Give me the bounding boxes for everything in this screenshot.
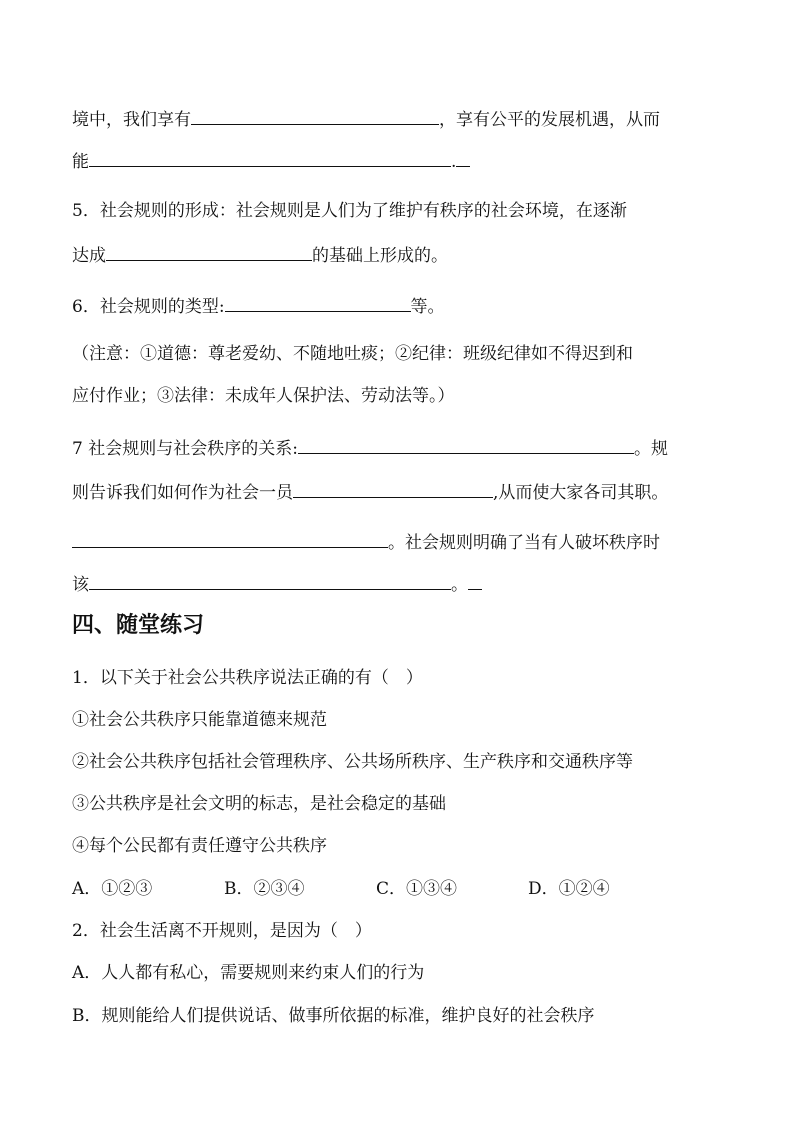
text-segment: 等。: [410, 297, 445, 317]
text-segment: 的基础上形成的。: [312, 246, 448, 266]
text-segment: 。: [451, 575, 468, 595]
text-line: [72, 106, 660, 131]
fill-blank: [89, 148, 451, 167]
statement-2: ②社会公共秩序包括社会管理秩序、公共场所秩序、生产秩序和交通秩序等: [72, 752, 633, 772]
text-line: [72, 293, 445, 318]
text-segment: 6．社会规则的类型:: [72, 297, 225, 317]
option-d: D．①②④: [528, 879, 610, 899]
statement-4: ④每个公民都有责任遵守公共秩序: [72, 836, 327, 856]
fill-blank: [191, 106, 439, 125]
text-segment: 则告诉我们如何作为社会一员: [72, 483, 293, 503]
question-2: 2．社会生活离不开规则，是因为（ ）: [72, 921, 372, 941]
text-segment: 应付作业；③法律：未成年人保护法、劳动法等。）: [72, 386, 455, 406]
option-b: B．②③④: [224, 879, 305, 899]
option-a: A．①②③: [72, 879, 153, 899]
text-segment: 能: [72, 152, 89, 172]
text-segment: 该: [72, 575, 89, 595]
text-segment: 境中，我们享有: [72, 110, 191, 130]
fill-blank: [106, 242, 312, 261]
text-segment: ，享有公平的发展机遇，从而: [439, 110, 660, 130]
fill-blank: [72, 529, 388, 548]
text-line: [72, 200, 627, 222]
text-line: [72, 479, 668, 504]
question-1: 1．以下关于社会公共秩序说法正确的有（ ）: [72, 668, 423, 688]
text-segment: （注意：①道德：尊老爱幼、不随地吐痰；②纪律：班级纪律如不得迟到和: [72, 344, 633, 364]
text-line: [72, 435, 668, 460]
fill-blank: [468, 571, 482, 590]
statement-1: ①社会公共秩序只能靠道德来规范: [72, 710, 327, 730]
fill-blank: [456, 148, 470, 167]
option-a: A．人人都有私心，需要规则来约束人们的行为: [72, 963, 425, 983]
text-segment: 5．社会规则的形成：社会规则是人们为了维护有秩序的社会环境，在逐渐: [72, 201, 627, 221]
fill-blank: [293, 479, 493, 498]
text-line: [72, 571, 482, 596]
fill-blank: [89, 571, 451, 590]
text-line: [72, 148, 470, 173]
statement-3: ③公共秩序是社会文明的标志，是社会稳定的基础: [72, 794, 446, 814]
section-heading: 四、随堂练习: [72, 613, 205, 638]
option-b: B．规则能给人们提供说话、做事所依据的标准，维护良好的社会秩序: [72, 1006, 595, 1026]
text-segment: 。规: [633, 439, 668, 459]
text-line: [72, 343, 633, 365]
text-segment: .: [451, 152, 457, 172]
text-line: [72, 242, 448, 267]
option-c: C．①③④: [376, 879, 458, 899]
text-segment: 7 社会规则与社会秩序的关系:: [72, 439, 298, 459]
text-line: [72, 385, 455, 407]
text-segment: ,从而使大家各司其职。: [493, 483, 669, 503]
fill-blank: [225, 293, 411, 312]
text-line: [72, 529, 660, 554]
text-segment: 达成: [72, 246, 106, 266]
fill-blank: [298, 435, 634, 454]
text-segment: 。社会规则明确了当有人破坏秩序时: [388, 533, 660, 553]
